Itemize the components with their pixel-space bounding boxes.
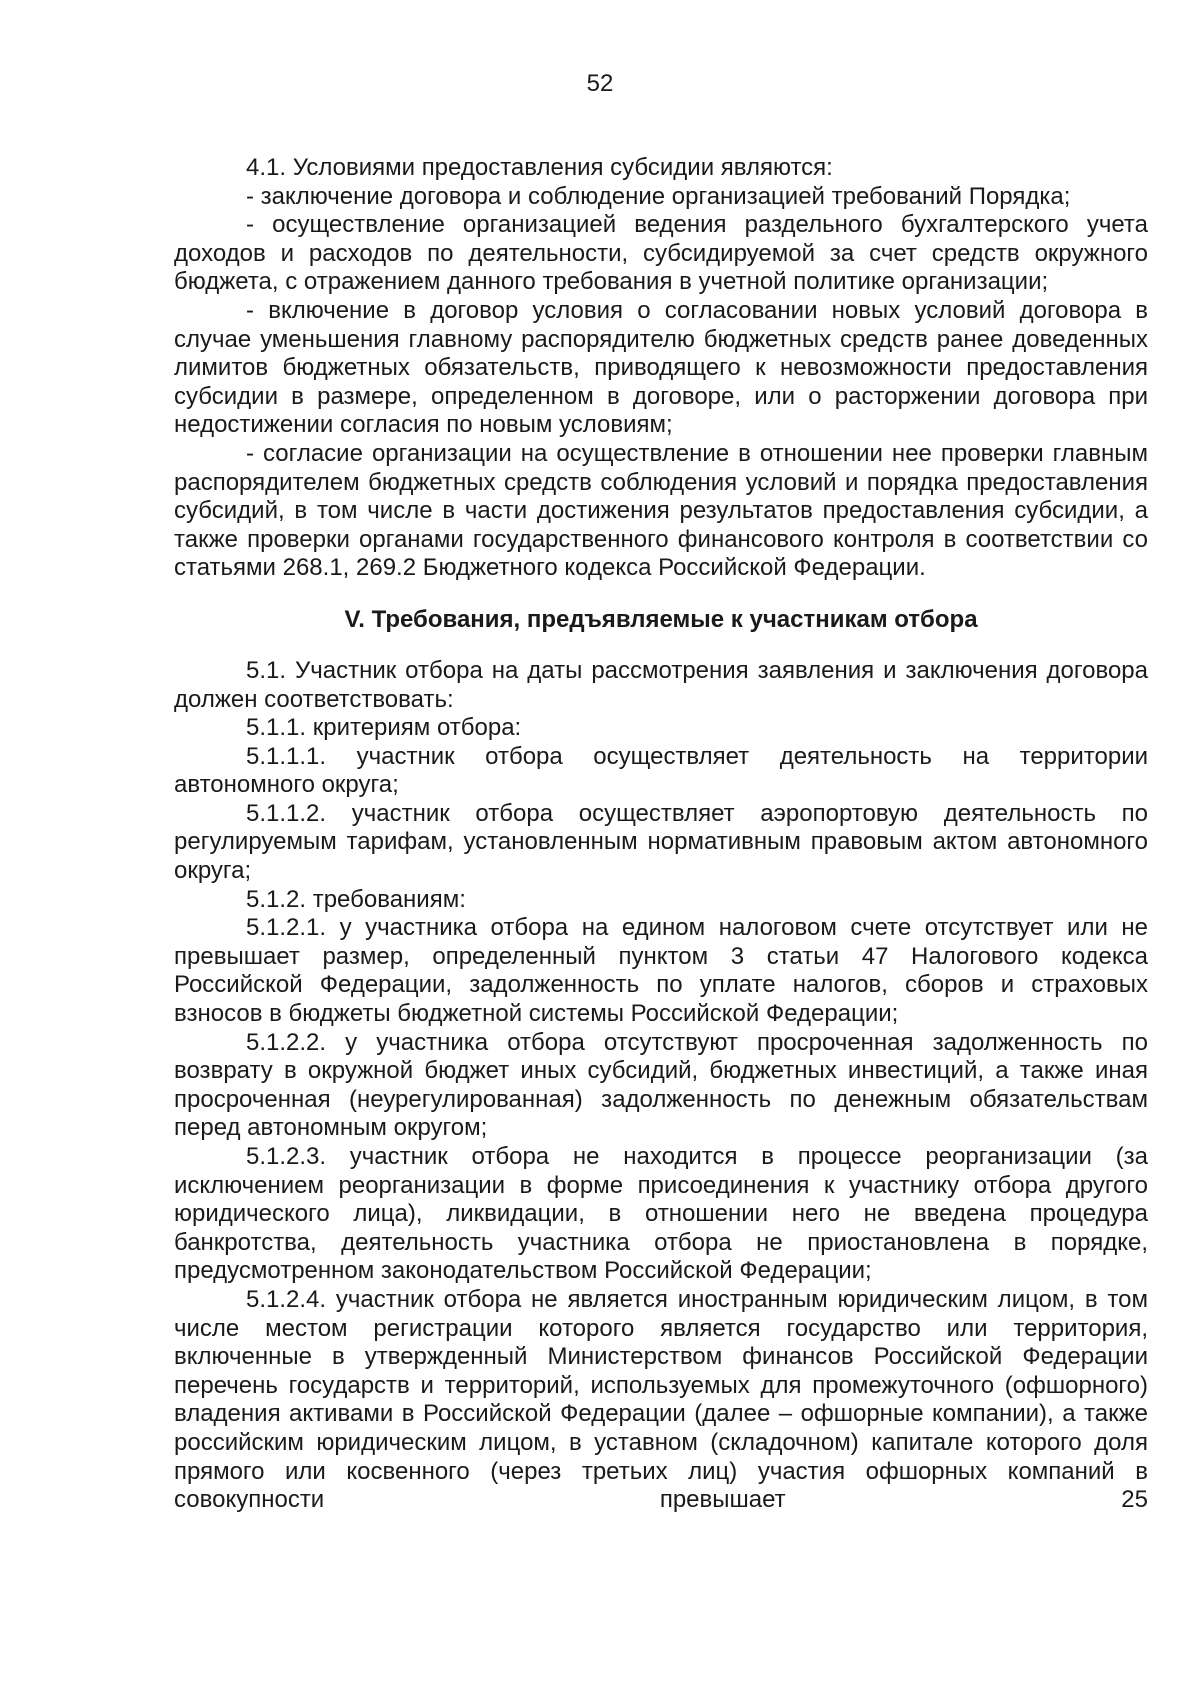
paragraph-5-1-1: 5.1.1. критериям отбора: — [246, 714, 522, 742]
paragraph-5-1-2-3: 5.1.2.3. участник отбора не находится в процессе реорганизации (за исключением реорганизации в форме присоединения к участнику отбора другого юридического лица), ликвидации, в отношении него не введена процедура банкротства, деятельность участника отбора не приостановлена в порядке, предусмотренном законодательством Российской Федерации; — [174, 1143, 1148, 1285]
page-number: 52 — [586, 70, 614, 97]
paragraph-condition-contract: - заключение договора и соблюдение организацией требований Порядка; — [246, 182, 1071, 210]
paragraph-condition-new-terms: - включение в договор условия о согласовании новых условий договора в случае уменьшения главному распорядителю бюджетных средств ранее доведенных лимитов бюджетных обязательств, приводящего к невозможности предоставления субсидии в размере, определенном в договоре, или о расторжении договора при недостижении согласия по новым условиям; — [174, 296, 1148, 439]
paragraph-5-1-2: 5.1.2. требованиям: — [246, 885, 466, 913]
paragraph-condition-accounting: - осуществление организацией ведения раздельного бухгалтерского учета доходов и расходов по деятельности, субсидируемой за счет средств окружного бюджета, с отражением данного требования в учетной политике организации; — [174, 211, 1148, 296]
paragraph-5-1: 5.1. Участник отбора на даты рассмотрения заявления и заключения договора должен соответствовать: — [174, 656, 1148, 713]
section-heading: V. Требования, предъявляемые к участникам отбора — [344, 605, 978, 633]
document-body — [174, 154, 1148, 1515]
paragraph-5-1-2-4: 5.1.2.4. участник отбора не является иностранным юридическим лицом, в том числе местом регистрации которого является государство или территория, включенные в утвержденный Министерством финансов Российской Федерации перечень государств и территорий, используемых для промежуточного (офшорного) владения активами в Российской Федерации (далее – офшорные компании), а также российским юридическим лицом, в уставном (складочном) капитале которого доля прямого или косвенного (через третьих лиц) участия офшорных компаний в совокупности превышает 25 — [174, 1285, 1148, 1514]
paragraph-5-1-2-2: 5.1.2.2. у участника отбора отсутствуют просроченная задолженность по возврату в окружной бюджет иных субсидий, бюджетных инвестиций, а также иная просроченная (неурегулированная) задолженность по денежным обязательствам перед автономным округом; — [174, 1028, 1148, 1142]
paragraph-5-1-2-1: 5.1.2.1. у участника отбора на едином налоговом счете отсутствует или не превышает размер, определенный пунктом 3 статьи 47 Налогового кодекса Российской Федерации, задолженность по уплате налогов, сборов и страховых взносов в бюджеты бюджетной системы Российской Федерации; — [174, 914, 1148, 1028]
paragraph-5-1-1-2: 5.1.1.2. участник отбора осуществляет аэропортовую деятельность по регулируемым тарифам, установленным нормативным правовым актом автономного округа; — [174, 799, 1148, 885]
paragraph-4-1: 4.1. Условиями предоставления субсидии являются: — [246, 154, 833, 181]
paragraph-5-1-1-1: 5.1.1.1. участник отбора осуществляет деятельность на территории автономного округа; — [174, 742, 1148, 799]
paragraph-condition-audit-consent: - согласие организации на осуществление в отношении нее проверки главным распорядителем бюджетных средств соблюдения условий и порядка предоставления субсидий, в том числе в части достижения результатов предоставления субсидии, а также проверки органами государственного финансового контроля в соответствии со статьями 268.1, 269.2 Бюджетного кодекса Российской Федерации. — [174, 439, 1148, 582]
